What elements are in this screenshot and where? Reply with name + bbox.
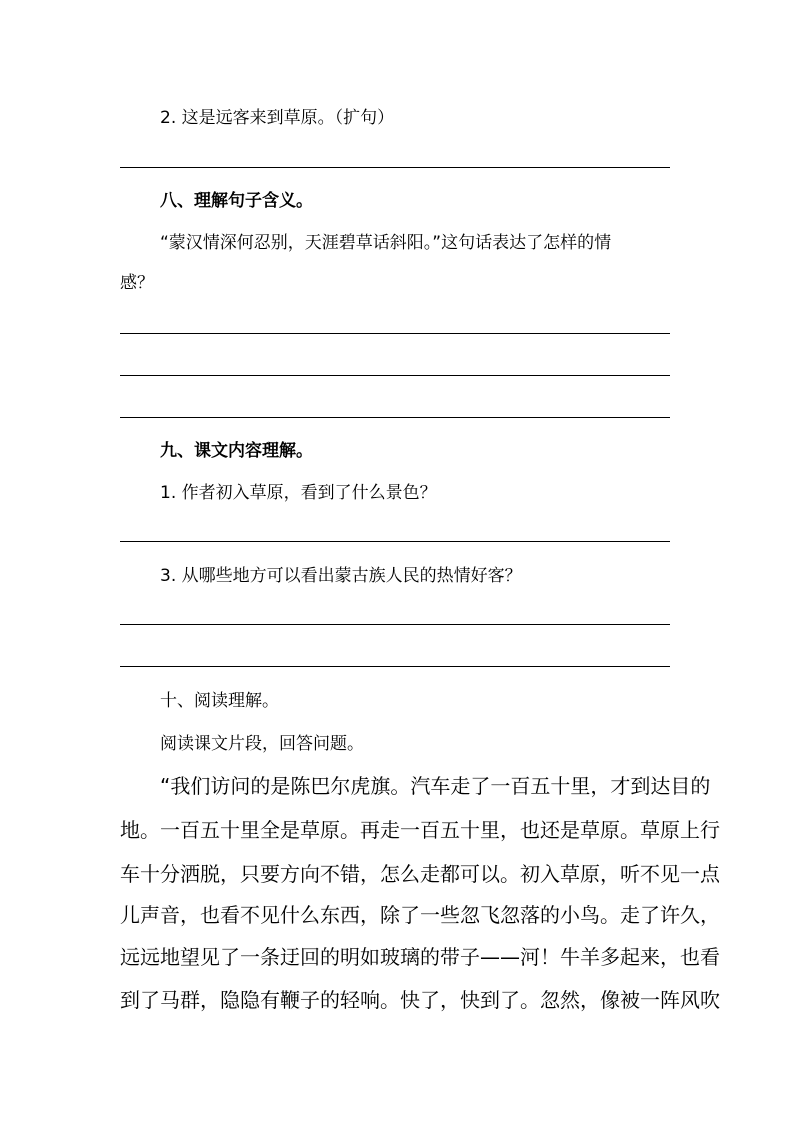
answer-line[interactable] [120,417,670,418]
passage-line: 地。一百五十里全是草原。再走一百五十里，也还是草原。草原上行 [120,818,720,842]
question-2-expand-sentence: 2. 这是远客来到草原。（扩句） [160,108,395,128]
section-10-intro: 阅读课文片段，回答问题。 [160,734,364,754]
answer-line[interactable] [120,666,670,667]
answer-line[interactable] [120,167,670,168]
section-8-quote: “蒙汉情深何忍别，天涯碧草话斜阳。”这句话表达了怎样的情 [160,233,612,253]
answer-line[interactable] [120,333,670,334]
passage-line: 车十分洒脱，只要方向不错，怎么走都可以。初入草原，听不见一点 [120,862,720,886]
section-9-title: 九、课文内容理解。 [160,441,313,461]
section-8-title: 八、理解句子含义。 [160,191,313,211]
answer-line[interactable] [120,541,670,542]
passage-line: 到了马群，隐隐有鞭子的轻响。快了，快到了。忽然，像被一阵风吹 [120,988,720,1012]
section-8-quote-continued: 感？ [120,273,154,293]
passage-line: 远远地望见了一条迂回的明如玻璃的带子——河！牛羊多起来，也看 [120,945,720,969]
section-10-title: 十、阅读理解。 [160,691,279,711]
section-9-question-1: 1. 作者初入草原，看到了什么景色？ [160,483,437,503]
passage-line: “我们访问的是陈巴尔虎旗。汽车走了一百五十里，才到达目的 [160,774,711,798]
answer-line[interactable] [120,624,670,625]
answer-line[interactable] [120,375,670,376]
section-9-question-3: 3. 从哪些地方可以看出蒙古族人民的热情好客？ [160,566,522,586]
passage-line: 儿声音，也看不见什么东西，除了一些忽飞忽落的小鸟。走了许久， [120,903,720,927]
